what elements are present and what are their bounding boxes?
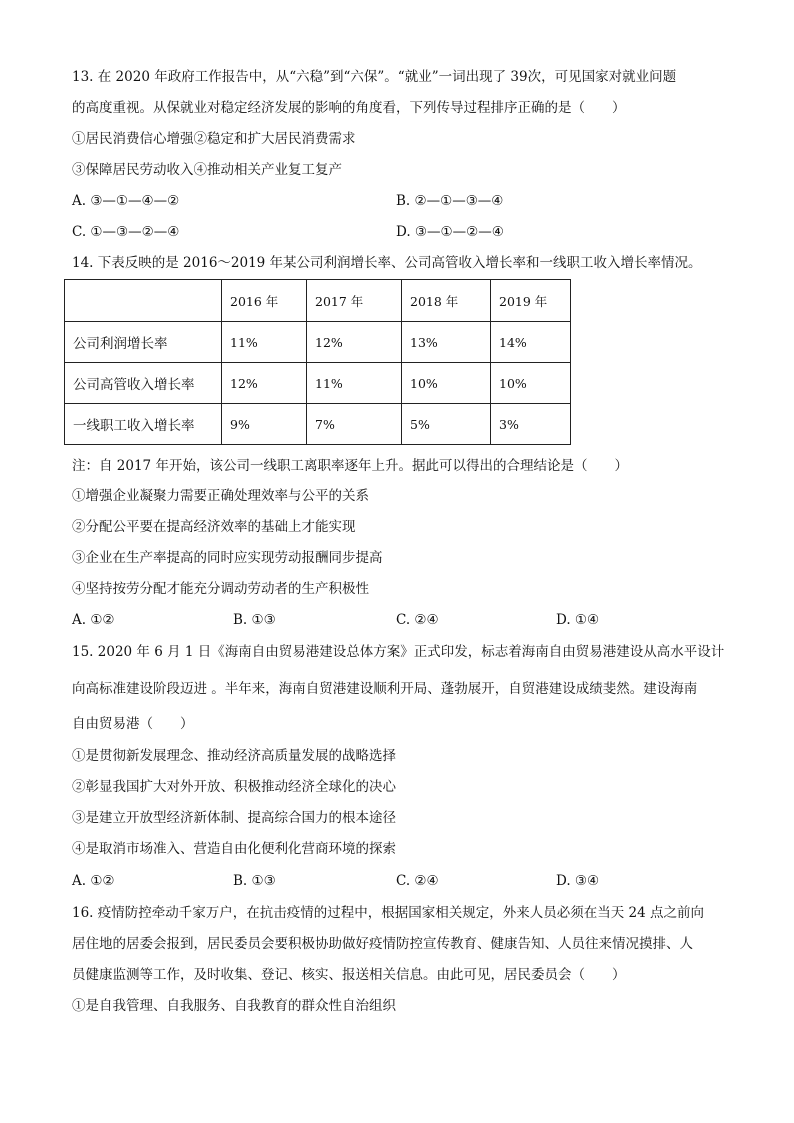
table-header-cell: 2019 年 (491, 280, 571, 322)
table-row-label: 公司利润增长率 (65, 322, 222, 363)
q14-statement-3: ③企业在生产率提高的同时应实现劳动报酬同步提高 (72, 550, 383, 566)
table-cell: 3% (491, 404, 571, 445)
q14-option-d: D. ①④ (556, 612, 600, 628)
q13-stem-line-1: 13. 在 2020 年政府工作报告中，从“六稳”到“六保”。“就业”一词出现了 39次，可见国家对就业问题 (72, 69, 677, 85)
table-row (65, 404, 571, 445)
q13-statement-3-4: ③保障居民劳动收入④推动相关产业复工复产 (72, 162, 342, 178)
table-cell: 10% (402, 363, 491, 404)
table-cell: 11% (222, 322, 307, 363)
table-corner-cell (65, 280, 222, 322)
q14-statement-4: ④坚持按劳分配才能充分调动劳动者的生产积极性 (72, 581, 369, 597)
q13-statement-1-2: ①居民消费信心增强②稳定和扩大居民消费需求 (72, 131, 356, 147)
table-cell: 10% (491, 363, 571, 404)
q14-intro: 14. 下表反映的是 2016～2019 年某公司利润增长率、公司高管收入增长率和一线职工收入增长率情况。 (72, 255, 702, 271)
q14-statement-2: ②分配公平要在提高经济效率的基础上才能实现 (72, 519, 356, 535)
table-header-cell: 2016 年 (222, 280, 307, 322)
q13-stem-line-2: 的高度重视。从保就业对稳定经济发展的影响的角度看，下列传导过程排序正确的是（ ） (72, 100, 626, 116)
q15-stem-line-3: 自由贸易港（ ） (72, 716, 194, 732)
table-cell: 12% (307, 322, 402, 363)
table-header-row (65, 280, 571, 322)
q15-option-b: B. ①③ (233, 873, 276, 889)
q15-option-a: A. ①② (72, 873, 115, 889)
q15-stem-line-1: 15. 2020 年 6 月 1 日《海南自由贸易港建设总体方案》正式印发，标志着海南自由贸易港建设从高水平设计 (72, 644, 725, 660)
q15-statement-2: ②彰显我国扩大对外开放、积极推动经济全球化的决心 (72, 779, 396, 795)
table-row-label: 一线职工收入增长率 (65, 404, 222, 445)
table-cell: 7% (307, 404, 402, 445)
q13-option-c: C. ①—③—②—④ (72, 224, 180, 240)
q15-stem-line-2: 向高标准建设阶段迈进 。半年来，海南自贸港建设顺利开局、蓬勃展开，自贸港建设成绩斐然。建设海南 (72, 681, 698, 697)
table-cell: 11% (307, 363, 402, 404)
q15-statement-1: ①是贯彻新发展理念、推动经济高质量发展的战略选择 (72, 748, 396, 764)
q14-note: 注：自 2017 年开始，该公司一线职工离职率逐年上升。据此可以得出的合理结论是（ ） (72, 458, 628, 474)
q14-option-c: C. ②④ (396, 612, 439, 628)
q13-option-b: B. ②—①—③—④ (396, 193, 504, 209)
table-header-cell: 2017 年 (307, 280, 402, 322)
q13-option-a: A. ③—①—④—② (72, 193, 180, 209)
q16-stem-line-1: 16. 疫情防控牵动千家万户，在抗击疫情的过程中，根据国家相关规定，外来人员必须在当天 24 点之前向 (72, 905, 705, 921)
q14-growth-table (64, 279, 571, 445)
table-header-cell: 2018 年 (402, 280, 491, 322)
table-row-label: 公司高管收入增长率 (65, 363, 222, 404)
q15-option-c: C. ②④ (396, 873, 439, 889)
q13-option-d: D. ③—①—②—④ (396, 224, 504, 240)
q15-option-d: D. ③④ (556, 873, 600, 889)
q14-option-a: A. ①② (72, 612, 115, 628)
q16-stem-line-3: 员健康监测等工作，及时收集、登记、核实、报送相关信息。由此可见，居民委员会（ ） (72, 967, 626, 983)
q14-option-b: B. ①③ (233, 612, 276, 628)
q16-statement-1: ①是自我管理、自我服务、自我教育的群众性自治组织 (72, 998, 396, 1014)
q15-statement-4: ④是取消市场准入、营造自由化便利化营商环境的探索 (72, 841, 396, 857)
q15-statement-3: ③是建立开放型经济新体制、提高综合国力的根本途径 (72, 810, 396, 826)
table-row (65, 363, 571, 404)
table-cell: 5% (402, 404, 491, 445)
table-cell: 13% (402, 322, 491, 363)
table-cell: 12% (222, 363, 307, 404)
q14-statement-1: ①增强企业凝聚力需要正确处理效率与公平的关系 (72, 488, 369, 504)
table-cell: 14% (491, 322, 571, 363)
q16-stem-line-2: 居住地的居委会报到，居民委员会要积极协助做好疫情防控宣传教育、健康告知、人员往来情况摸排、人 (72, 936, 693, 952)
table-row (65, 322, 571, 363)
table-cell: 9% (222, 404, 307, 445)
